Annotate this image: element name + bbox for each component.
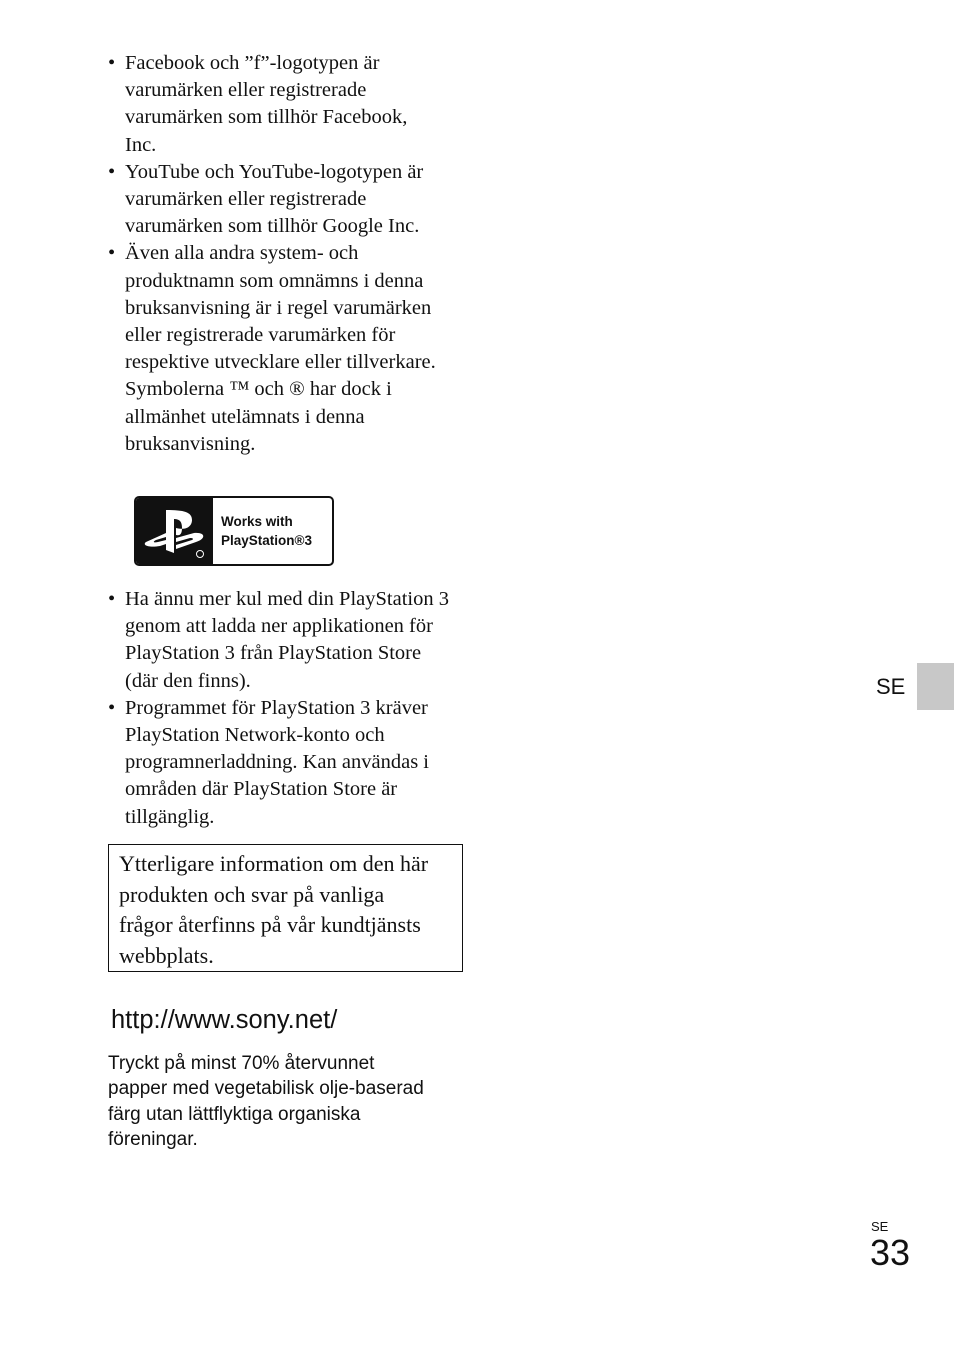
bullet-icon: • [108,52,116,74]
text-line: eller registrerade varumärken för [125,324,396,347]
bullet-icon: • [108,242,116,265]
text-line: varumärken som tillhör Google Inc. [125,215,420,238]
text-line: Programmet för PlayStation 3 kräver [125,696,428,719]
badge-line2: PlayStation®3 [221,533,312,548]
text-line: färg utan lättflyktiga organiska [108,1103,361,1125]
works-with-playstation3-badge [134,496,334,566]
text-line: Även alla andra system- och [125,242,359,265]
text-line: YouTube och YouTube-logotypen är [125,160,424,183]
text-line: bruksanvisning. [125,432,256,455]
list-item [108,240,436,458]
text-line: respektive utvecklare eller tillverkare. [125,351,436,374]
bullet-icon: • [108,160,116,183]
text-line: PlayStation 3 från PlayStation Store [125,642,422,665]
bullet-icon: • [108,588,116,610]
text-line: (där den finns). [125,669,251,692]
playstation-info-list [108,586,449,831]
text-line: papper med vegetabilisk olje-baserad [108,1078,424,1100]
text-line: frågor återfinns på vår kundtjänsts [119,912,421,938]
text-line: Symbolerna ™ och ® har dock i [125,378,392,401]
text-line: varumärken eller registrerade [125,79,367,102]
list-item [108,159,436,241]
page-number: 33 [870,1232,911,1273]
text-line: varumärken eller registrerade [125,188,367,211]
text-line: produktnamn som omnämns i denna [125,269,424,292]
info-box [108,844,463,972]
text-line: Facebook och ”f”-logotypen är [125,52,380,74]
trademark-list [108,50,436,458]
language-side-tab [917,663,954,710]
recycled-paper-note [108,1051,424,1153]
list-item [108,695,449,831]
text-line: tillgänglig. [125,805,215,828]
text-line: PlayStation Network-konto och [125,724,385,747]
text-line: webbplats. [119,943,214,969]
list-item [108,50,436,159]
text-line: genom att ladda ner applikationen för [125,615,433,638]
text-line: allmänhet utelämnats i denna [125,405,365,428]
text-line: Tryckt på minst 70% återvunnet [108,1053,375,1074]
text-line: bruksanvisning är i regel varumärken [125,296,432,319]
badge-line1: Works with [221,514,293,529]
text-line: produkten och svar på vanliga [119,881,385,907]
text-line: varumärken som tillhör Facebook, [125,106,408,129]
text-line: Ytterligare information om den här [119,851,429,876]
sony-url[interactable]: http://www.sony.net/ [111,1006,338,1034]
text-line: programnerladdning. Kan användas i [125,751,429,774]
bullet-icon: • [108,696,116,719]
language-tab-label: SE [876,674,906,699]
text-line: Ha ännu mer kul med din PlayStation 3 [125,588,449,610]
list-item [108,586,449,695]
text-line: Inc. [125,133,157,156]
page-language: SE [871,1219,889,1234]
text-line: områden där PlayStation Store är [125,778,398,801]
playstation-logo-icon [136,498,213,564]
text-line: föreningar. [108,1129,198,1151]
